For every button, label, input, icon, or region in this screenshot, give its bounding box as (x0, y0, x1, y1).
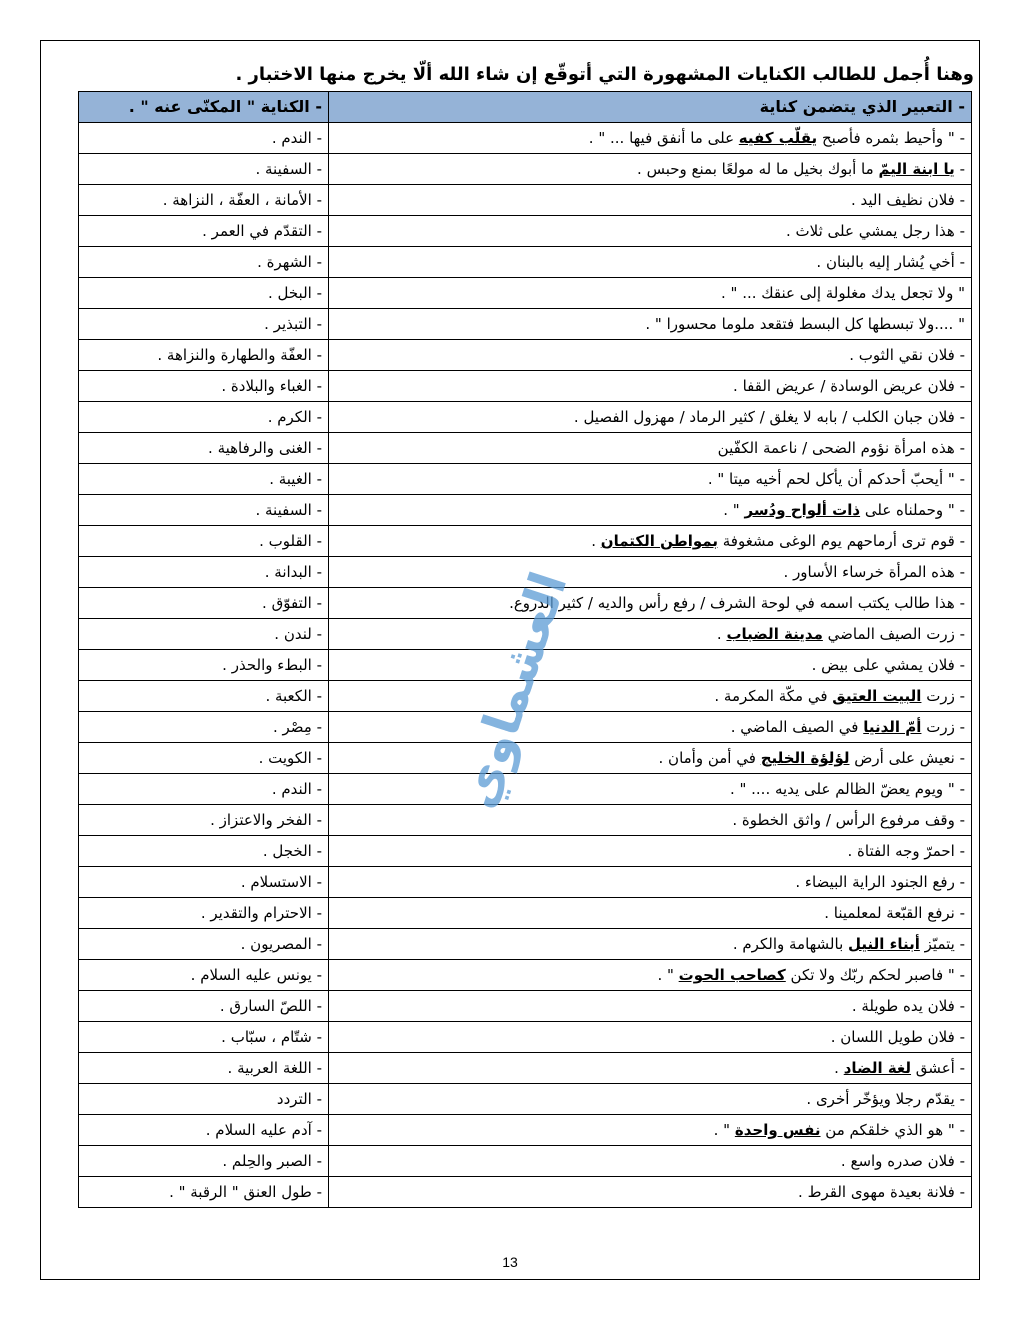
meaning-cell: - الكرم . (79, 402, 329, 433)
expression-text: - فلان نظيف اليد . (850, 191, 965, 209)
meaning-cell: - البخل . (79, 278, 329, 309)
expression-text-end: على ما أنفق فيها ... " . (588, 129, 739, 147)
expression-cell (329, 681, 972, 712)
highlighted-kinaya: بمواطن الكتمان (600, 532, 718, 550)
header-expression: - التعبير الذي يتضمن كناية (329, 92, 972, 123)
expression-text: - فلان يمشي على بيض . (811, 656, 965, 674)
expression-text: - هذا طالب يكتب اسمه في لوحة الشرف / رفع رأس والديه / كثير الدروع. (509, 594, 965, 612)
highlighted-kinaya: نفس واحدة (734, 1121, 821, 1139)
table-row (79, 278, 972, 309)
expression-cell (329, 433, 972, 464)
expression-cell (329, 867, 972, 898)
expression-cell (329, 1115, 972, 1146)
expression-text-end: . (834, 1059, 844, 1077)
expression-cell (329, 216, 972, 247)
expression-text: - نعيش على أرض (849, 749, 965, 767)
table-row (79, 774, 972, 805)
highlighted-kinaya: يقلّب كفيه (738, 129, 818, 147)
table-row (79, 154, 972, 185)
table-row (79, 526, 972, 557)
expression-text: - " ويوم يعضّ الظالم على يديه .... " . (729, 780, 965, 798)
expression-text: - فلان صدره واسع . (840, 1152, 965, 1170)
expression-cell (329, 402, 972, 433)
expression-cell (329, 278, 972, 309)
expression-cell (329, 805, 972, 836)
table-row (79, 929, 972, 960)
meaning-cell: - الصبر والحِلم . (79, 1146, 329, 1177)
page-number: 13 (502, 1254, 518, 1270)
meaning-cell: - الندم . (79, 774, 329, 805)
expression-text: - هذا رجل يمشي على ثلاث . (785, 222, 965, 240)
meaning-cell: - الغيبة . (79, 464, 329, 495)
table-row (79, 836, 972, 867)
expression-text: " ....ولا تبسطها كل البسط فتقعد ملوما محسورا " . (645, 315, 965, 333)
expression-cell (329, 371, 972, 402)
expression-text: - زرت (921, 687, 965, 705)
meaning-cell: - مِصْر . (79, 712, 329, 743)
meaning-cell: - التفوّق . (79, 588, 329, 619)
table-row (79, 1022, 972, 1053)
expression-cell (329, 960, 972, 991)
expression-text: - يقدّم رجلا ويؤخّر أخرى . (806, 1090, 965, 1108)
expression-cell (329, 1177, 972, 1208)
expression-cell (329, 1084, 972, 1115)
expression-cell (329, 650, 972, 681)
table-row (79, 340, 972, 371)
expression-text: - فلان طويل اللسان . (830, 1028, 965, 1046)
table-row (79, 123, 972, 154)
expression-text-end: ما أبوك بخيل ما له مولعًا بمنع وحبس . (637, 160, 879, 178)
expression-cell (329, 495, 972, 526)
meaning-cell: - آدم عليه السلام . (79, 1115, 329, 1146)
meaning-cell: - التبذير . (79, 309, 329, 340)
expression-text: - احمرّ وجه الفتاة . (847, 842, 965, 860)
meaning-cell: - القلوب . (79, 526, 329, 557)
meaning-cell: - البدانة . (79, 557, 329, 588)
watermark: العشماوي (447, 564, 579, 816)
expression-text-end: بالشهامة والكرم . (732, 935, 849, 953)
meaning-cell: - الندم . (79, 123, 329, 154)
meaning-cell: - الكعبة . (79, 681, 329, 712)
expression-cell (329, 898, 972, 929)
expression-cell (329, 836, 972, 867)
expression-cell (329, 340, 972, 371)
meaning-cell: - الفخر والاعتزاز . (79, 805, 329, 836)
expression-text: - فلان جبان الكلب / بابه لا يغلق / كثير الرماد / مهزول الفصيل . (573, 408, 965, 426)
table-row (79, 1053, 972, 1084)
expression-cell (329, 557, 972, 588)
expression-text: - " أيحبّ أحدكم أن يأكل لحم أخيه ميتا " . (707, 470, 965, 488)
meaning-cell: - العفّة والطهارة والنزاهة . (79, 340, 329, 371)
expression-text: - (954, 160, 965, 178)
expression-text-end: في الصيف الماضي . (730, 718, 864, 736)
expression-text: - زرت (921, 718, 965, 736)
expression-cell (329, 123, 972, 154)
highlighted-kinaya: لؤلؤة الخليج (760, 749, 850, 767)
meaning-cell: - شتّام ، سبّاب . (79, 1022, 329, 1053)
expression-cell (329, 1053, 972, 1084)
expression-cell (329, 712, 972, 743)
expression-cell (329, 619, 972, 650)
table-row (79, 867, 972, 898)
expression-cell (329, 929, 972, 960)
highlighted-kinaya: لغة الضاد (843, 1059, 912, 1077)
meaning-cell: - التردد (79, 1084, 329, 1115)
table-row (79, 1084, 972, 1115)
table-row (79, 371, 972, 402)
meaning-cell: - طول العنق " الرقبة " . (79, 1177, 329, 1208)
expression-text-end: في أمن وأمان . (658, 749, 761, 767)
expression-text: - فلانة بعيدة مهوى القرط . (798, 1183, 965, 1201)
meaning-cell: - السفينة . (79, 154, 329, 185)
expression-text: " ولا تجعل يدك مغلولة إلى عنقك ... " . (721, 284, 965, 302)
expression-cell (329, 247, 972, 278)
header-meaning: - الكناية " المكنّى عنه " . (79, 92, 329, 123)
expression-text: - " هو الذي خلقكم من (820, 1121, 965, 1139)
table-header-row (79, 92, 972, 123)
table-row (79, 898, 972, 929)
expression-cell (329, 526, 972, 557)
highlighted-kinaya: يا ابنة اليمّ (878, 160, 955, 178)
table-row (79, 495, 972, 526)
table-row (79, 464, 972, 495)
meaning-cell: - يونس عليه السلام . (79, 960, 329, 991)
meaning-cell: - اللغة العربية . (79, 1053, 329, 1084)
highlighted-kinaya: البيت العتيق (832, 687, 922, 705)
expression-text: - هذه امرأة نؤوم الضحى / ناعمة الكفّين (717, 439, 965, 457)
meaning-cell: - الغباء والبلادة . (79, 371, 329, 402)
expression-text-end: " . (657, 966, 679, 984)
expression-cell (329, 309, 972, 340)
expression-cell (329, 588, 972, 619)
expression-text: - فلان يده طويلة . (851, 997, 965, 1015)
intro-heading: وهنا أُجمل للطالب الكنايات المشهورة التي أتوقّع إن شاء الله ألّا يخرج منها الاختبار . (235, 64, 974, 85)
expression-text: - فلان نقي الثوب . (849, 346, 965, 364)
expression-cell (329, 743, 972, 774)
highlighted-kinaya: ذات ألواح ودُسر (744, 501, 861, 519)
meaning-cell: - الأمانة ، العفّة ، النزاهة . (79, 185, 329, 216)
table-row (79, 805, 972, 836)
expression-cell (329, 1022, 972, 1053)
expression-cell (329, 154, 972, 185)
expression-text: - أعشق (911, 1059, 965, 1077)
expression-text-end: " . (713, 1121, 735, 1139)
expression-text: - فلان عريض الوسادة / عريض القفا . (733, 377, 965, 395)
table-row (79, 1146, 972, 1177)
highlighted-kinaya: مدينة الضباب (726, 625, 823, 643)
table-row (79, 216, 972, 247)
expression-cell (329, 464, 972, 495)
meaning-cell: - التقدّم في العمر . (79, 216, 329, 247)
table-row (79, 433, 972, 464)
expression-text: - هذه المرأة خرساء الأساور . (783, 563, 965, 581)
meaning-cell: - الاستسلام . (79, 867, 329, 898)
meaning-cell: - الخجل . (79, 836, 329, 867)
meaning-cell: - اللصّ السارق . (79, 991, 329, 1022)
table-row (79, 309, 972, 340)
table-row (79, 960, 972, 991)
expression-text: - زرت الصيف الماضي (822, 625, 965, 643)
expression-cell (329, 774, 972, 805)
expression-cell (329, 1146, 972, 1177)
meaning-cell: - الغنى والرفاهية . (79, 433, 329, 464)
meaning-cell: - المصريون . (79, 929, 329, 960)
meaning-cell: - الكويت . (79, 743, 329, 774)
expression-text-end: في مكّة المكرمة . (714, 687, 833, 705)
meaning-cell: - الاحترام والتقدير . (79, 898, 329, 929)
highlighted-kinaya: أبناء النيل (848, 935, 920, 953)
highlighted-kinaya: أمّ الدنيا (863, 718, 922, 736)
table-row (79, 247, 972, 278)
expression-text: - " وأحيط بثمره فأصبح (817, 129, 965, 147)
table-row (79, 402, 972, 433)
expression-text-end: " . (723, 501, 745, 519)
expression-text: - نرفع القبّعة لمعلمينا . (824, 904, 965, 922)
expression-cell (329, 185, 972, 216)
meaning-cell: - لندن . (79, 619, 329, 650)
expression-text: - رفع الجنود الراية البيضاء . (795, 873, 965, 891)
expression-text-end: . (716, 625, 727, 643)
table-row (79, 185, 972, 216)
meaning-cell: - الشهرة . (79, 247, 329, 278)
expression-cell (329, 991, 972, 1022)
table-row (79, 991, 972, 1022)
expression-text: - أخي يُشار إليه بالبنان . (816, 253, 965, 271)
table-row (79, 1115, 972, 1146)
expression-text: - وقف مرفوع الرأس / واثق الخطوة . (732, 811, 965, 829)
highlighted-kinaya: كصاحب الحوت (678, 966, 786, 984)
expression-text: - " فاصبر لحكم ربّك ولا تكن (785, 966, 965, 984)
table-row (79, 1177, 972, 1208)
meaning-cell: - البطء والحذر . (79, 650, 329, 681)
expression-text: - قوم ترى أرماحهم يوم الوغى مشغوفة (717, 532, 965, 550)
expression-text: - " وحملناه على (860, 501, 965, 519)
expression-text: - يتميّز (919, 935, 965, 953)
expression-text-end: . (591, 532, 601, 550)
meaning-cell: - السفينة . (79, 495, 329, 526)
